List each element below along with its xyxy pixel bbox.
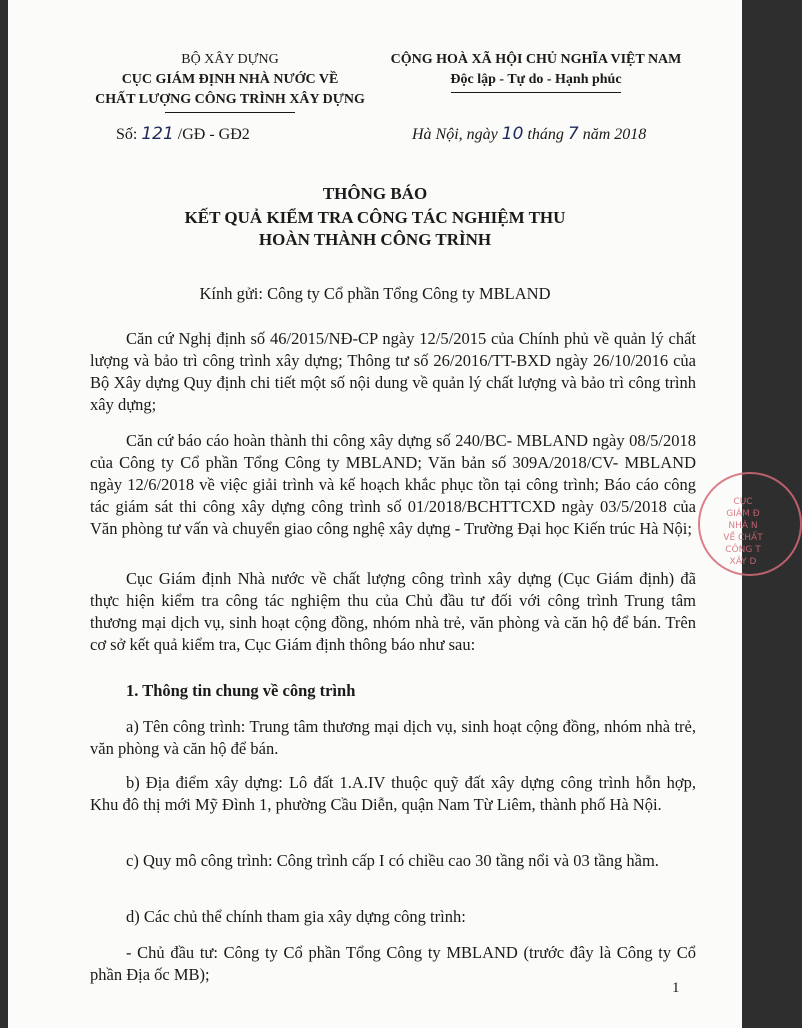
date-month-label: tháng — [527, 126, 564, 143]
document-number-suffix: /GĐ - GĐ2 — [177, 126, 250, 143]
country-name: CỘNG HOÀ XÃ HỘI CHỦ NGHĨA VIỆT NAM — [390, 52, 682, 67]
item-b-location: b) Địa điểm xây dựng: Lô đất 1.A.IV thuộc quỹ đất xây dựng công trình hỗn hợp, Khu đô thị mới Mỹ Đình 1, phường Cầu Diễn, quận Nam Từ Liêm, thành phố Hà Nội. — [90, 773, 696, 814]
document-number-prefix: Số: — [116, 126, 138, 143]
document-number-value: 121 — [141, 124, 174, 144]
date-day: 10 — [501, 124, 524, 144]
department-name-line1: CỤC GIÁM ĐỊNH NHÀ NƯỚC VỀ — [121, 72, 339, 87]
document-title: THÔNG BÁO — [322, 184, 428, 203]
issuing-agency-header — [70, 50, 390, 113]
national-motto-header — [376, 50, 696, 93]
document-number — [116, 124, 250, 144]
stamp-text: XÂY D — [729, 557, 757, 567]
document-subtitle-line1: KẾT QUẢ KIỂM TRA CÔNG TÁC NGHIỆM THU — [184, 208, 566, 227]
item-d-participants: d) Các chủ thể chính tham gia xây dựng công trình: — [126, 907, 466, 926]
place-date-prefix: Hà Nội, ngày — [412, 126, 498, 143]
reports-basis-paragraph: Căn cứ báo cáo hoàn thành thi công xây dựng số 240/BC- MBLAND ngày 08/5/2018 của Công ty Cổ phần Tổng Công ty MBLAND; Văn bản số 309A/2018/CV- MBLAND ngày 12/6/2018 về việc giải trình và kế hoạch khắc phục tồn tại công trình; Báo cáo công tác giám sát thi công xây dựng công trình số 01/2018/BCHTTCXD ngày 03/5/2018 của Văn phòng tư vấn và chuyển giao công nghệ xây dựng - Trường Đại học Kiến trúc Hà Nội; — [90, 431, 696, 538]
stamp-text: VỀ CHẤT — [723, 533, 763, 543]
legal-basis-paragraph: Căn cứ Nghị định số 46/2015/NĐ-CP ngày 12/5/2015 của Chính phủ về quản lý chất lượng và bảo trì công trình xây dựng; Thông tư số 26/2016/TT-BXD ngày 26/10/2016 của Bộ Xây dựng Quy định chi tiết một số nội dung về quản lý chất lượng và bảo trì công trình xây dựng; — [90, 329, 696, 414]
item-d1-investor: - Chủ đầu tư: Công ty Cổ phần Tổng Công ty MBLAND (trước đây là Công ty Cổ phần Địa ốc MB); — [90, 943, 696, 984]
date-month: 7 — [567, 124, 579, 144]
document-page — [8, 0, 763, 1028]
official-seal-stamp — [698, 472, 802, 576]
header-left-rule — [165, 112, 295, 113]
place-and-date — [412, 124, 646, 144]
document-subtitle-line2: HOÀN THÀNH CÔNG TRÌNH — [258, 230, 492, 249]
header-right-rule — [451, 92, 621, 93]
stamp-text: NHÀ N — [728, 521, 758, 531]
section-1-heading: 1. Thông tin chung về công trình — [126, 681, 356, 700]
item-c-scale: c) Quy mô công trình: Công trình cấp I có chiều cao 30 tầng nổi và 03 tầng hầm. — [126, 851, 659, 870]
page-number: 1 — [672, 980, 680, 996]
stamp-text: GIÁM Đ — [726, 509, 760, 519]
date-year: năm 2018 — [582, 126, 647, 143]
stamp-text: CỤC — [733, 497, 753, 507]
item-a-project-name: a) Tên công trình: Trung tâm thương mại dịch vụ, sinh hoạt cộng đồng, nhóm nhà trẻ, văn phòng và căn hộ để bán. — [90, 717, 696, 758]
department-name-line2: CHẤT LƯỢNG CÔNG TRÌNH XÂY DỰNG — [95, 92, 365, 107]
ministry-name: BỘ XÂY DỰNG — [181, 52, 279, 67]
national-motto: Độc lập - Tự do - Hạnh phúc — [450, 72, 622, 87]
stamp-text: CÔNG T — [725, 545, 761, 555]
inspection-paragraph: Cục Giám định Nhà nước về chất lượng công trình xây dựng (Cục Giám định) đã thực hiện kiểm tra công tác nghiệm thu của Chủ đầu tư đối với công trình Trung tâm thương mại dịch vụ, sinh hoạt cộng đồng, nhóm nhà trẻ, văn phòng và căn hộ để bán. Trên cơ sở kết quả kiểm tra, Cục Giám định thông báo như sau: — [90, 569, 696, 654]
recipient-line: Kính gửi: Công ty Cổ phần Tổng Công ty MBLAND — [199, 284, 551, 303]
